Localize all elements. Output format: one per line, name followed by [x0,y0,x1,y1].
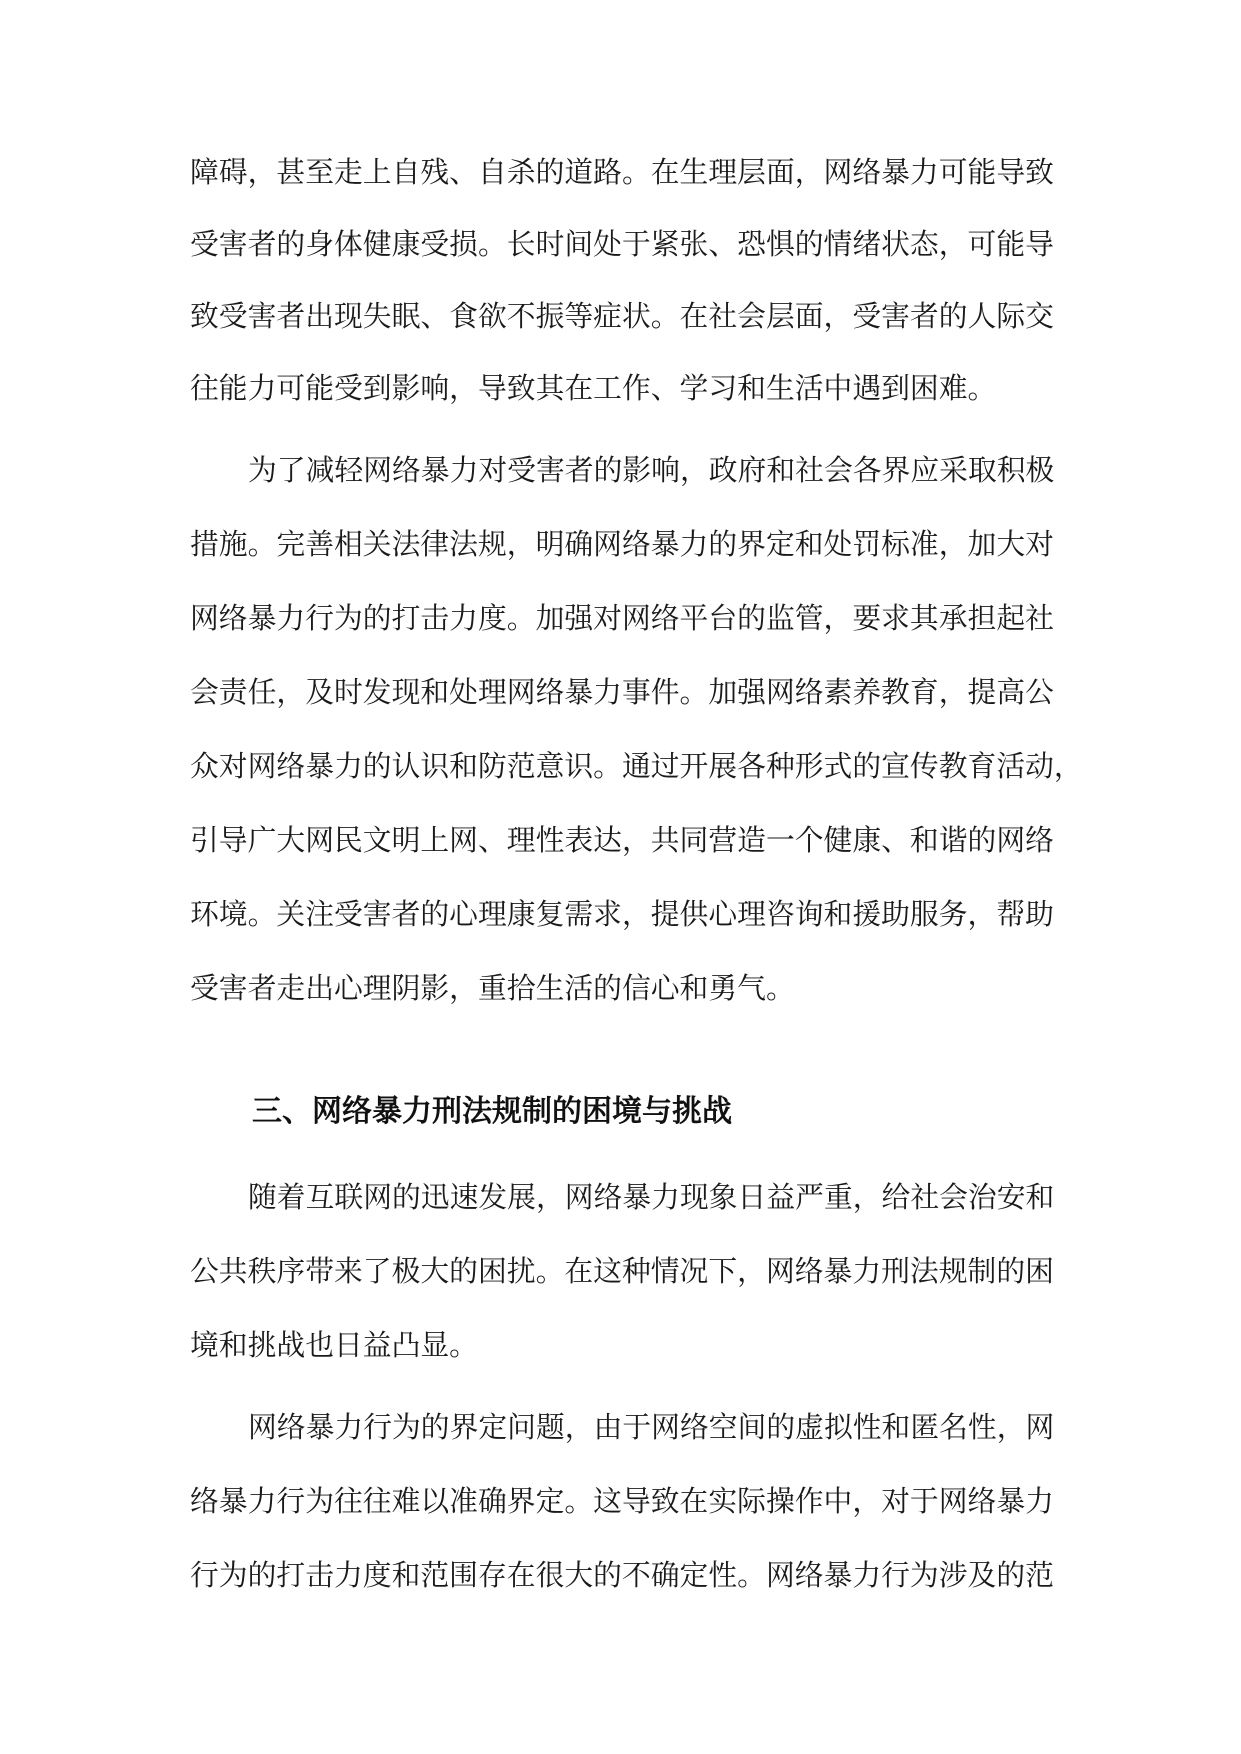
text-line: 行为的打击力度和范围存在很大的不确定性。网络暴力行为涉及的范 [190,1558,1054,1592]
text-line: 网络暴力行为的界定问题，由于网络空间的虚拟性和匿名性，网 [248,1410,1055,1444]
text-line: 措施。完善相关法律法规，明确网络暴力的界定和处罚标准，加大对 [190,527,1054,561]
text-line: 障碍，甚至走上自残、自杀的道路。在生理层面，网络暴力可能导致 [190,155,1054,189]
text-line: 络暴力行为往往难以准确界定。这导致在实际操作中，对于网络暴力 [190,1484,1054,1518]
text-line: 随着互联网的迅速发展，网络暴力现象日益严重，给社会治安和 [248,1180,1055,1214]
text-line: 为了减轻网络暴力对受害者的影响，政府和社会各界应采取积极 [248,453,1055,487]
text-line: 引导广大网民文明上网、理性表达，共同营造一个健康、和谐的网络 [190,823,1054,857]
text-line: 会责任，及时发现和处理网络暴力事件。加强网络素养教育，提高公 [190,675,1054,709]
text-line: 往能力可能受到影响，导致其在工作、学习和生活中遇到困难。 [190,371,997,405]
text-line: 致受害者出现失眠、食欲不振等症状。在社会层面，受害者的人际交 [190,299,1054,333]
section-heading: 三、网络暴力刑法规制的困境与挑战 [252,1094,732,1129]
text-line: 环境。关注受害者的心理康复需求，提供心理咨询和援助服务，帮助 [190,897,1054,931]
text-line: 境和挑战也日益凸显。 [190,1328,478,1362]
text-line: 网络暴力行为的打击力度。加强对网络平台的监管，要求其承担起社 [190,601,1054,635]
text-line: 受害者的身体健康受损。长时间处于紧张、恐惧的情绪状态，可能导 [190,227,1054,261]
text-line: 受害者走出心理阴影，重拾生活的信心和勇气。 [190,971,795,1005]
text-line: 众对网络暴力的认识和防范意识。通过开展各种形式的宣传教育活动， [190,749,1083,783]
text-line: 公共秩序带来了极大的困扰。在这种情况下，网络暴力刑法规制的困 [190,1254,1054,1288]
